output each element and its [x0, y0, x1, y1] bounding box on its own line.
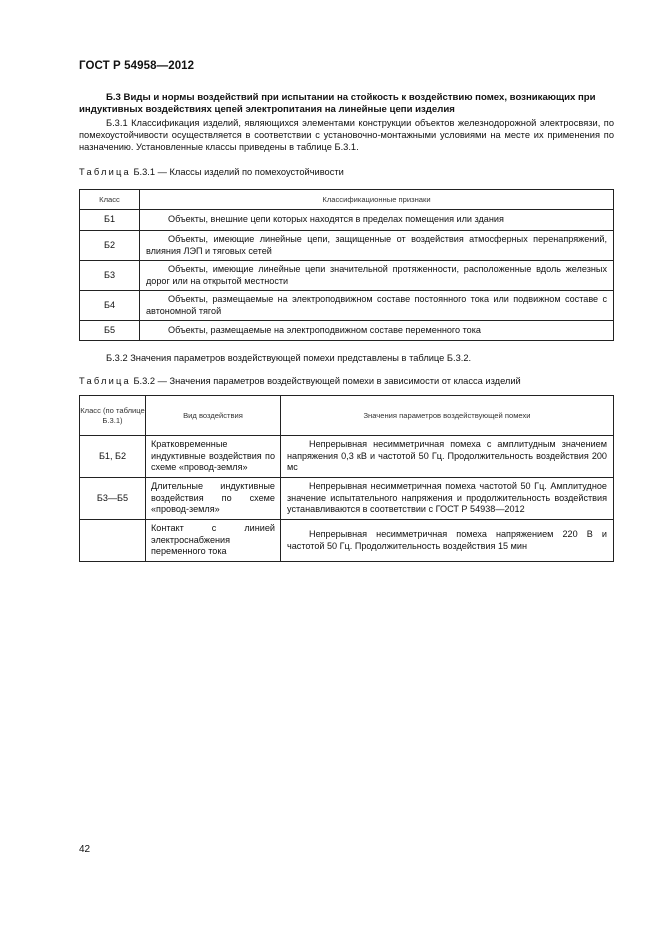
class-cell: Б3—Б5 — [80, 478, 146, 520]
table-header-row — [80, 190, 614, 210]
table2-caption — [79, 376, 521, 386]
parameter-value-cell: Непрерывная несимметричная помеха напряжением 220 В и частотой 50 Гц. Продолжительность воздействия 15 мин — [281, 520, 614, 562]
section-heading: Б.3 Виды и нормы воздействий при испытании на стойкость к воздействию помех, возникающих при индуктивных воздействиях цепей электропитания на линейные цепи изделия — [79, 92, 596, 115]
table-header-row — [80, 396, 614, 436]
table-row — [80, 231, 614, 261]
header-features: Классификационные признаки — [140, 190, 614, 210]
table-row — [80, 436, 614, 478]
parameter-value-cell: Непрерывная несимметричная помеха частотой 50 Гц. Амплитудное значение испытательного напряжения и продолжительность воздействия устанавливаются в соответствии с ГОСТ Р 54938—2012 — [281, 478, 614, 520]
class-cell: Б1 — [80, 210, 140, 231]
description-cell: Объекты, размещаемые на электроподвижном составе переменного тока — [140, 321, 614, 341]
class-cell: Б2 — [80, 231, 140, 261]
table-b31 — [79, 189, 614, 341]
table-row — [80, 261, 614, 291]
class-cell — [80, 520, 146, 562]
paragraph-b32: Б.3.2 Значения параметров воздействующей помехи представлены в таблице Б.3.2. — [106, 353, 472, 363]
table2-caption-label: Таблица — [79, 376, 131, 386]
class-cell: Б3 — [80, 261, 140, 291]
table-row — [80, 291, 614, 321]
header-parameter-values: Значения параметров воздействующей помехи — [281, 396, 614, 436]
table2-caption-text: Б.3.2 — Значения параметров воздействующей помехи в зависимости от класса изделий — [130, 376, 521, 386]
class-cell: Б4 — [80, 291, 140, 321]
standard-number: ГОСТ Р 54958—2012 — [79, 60, 195, 72]
table1-caption — [79, 167, 344, 177]
header-class: Класс (по таблице Б.3.1) — [80, 396, 146, 436]
class-cell: Б5 — [80, 321, 140, 341]
table-row — [80, 520, 614, 562]
table-row — [80, 210, 614, 231]
impact-type-cell: Контакт с линией электроснабжения переменного тока — [146, 520, 281, 562]
table1-caption-label: Таблица — [79, 167, 131, 177]
class-cell: Б1, Б2 — [80, 436, 146, 478]
table-b32 — [79, 395, 614, 562]
description-cell: Объекты, размещаемые на электроподвижном составе постоянного тока или подвижном составе с автономной тягой — [140, 291, 614, 321]
header-class: Класс — [80, 190, 140, 210]
description-cell: Объекты, внешние цепи которых находятся в пределах помещения или здания — [140, 210, 614, 231]
description-cell: Объекты, имеющие линейные цепи, защищенные от воздействия атмосферных перенапряжений, влияния ЛЭП и тяговых сетей — [140, 231, 614, 261]
impact-type-cell: Длительные индуктивные воздействия по схеме «провод-земля» — [146, 478, 281, 520]
page-number: 42 — [79, 844, 91, 855]
parameter-value-cell: Непрерывная несимметричная помеха с амплитудным значением напряжения 0,3 кВ и частотой 50 Гц. Продолжительность воздействия 200 мс — [281, 436, 614, 478]
table1-caption-text: Б.3.1 — Классы изделий по помехоустойчивости — [130, 167, 344, 177]
table-row — [80, 478, 614, 520]
description-cell: Объекты, имеющие линейные цепи значительной протяженности, расположенные вдоль железных дорог или на открытой местности — [140, 261, 614, 291]
paragraph-b31: Б.3.1 Классификация изделий, являющихся элементами конструкции объектов железнодорожной электросвязи, по помехоустойчивости осуществляется в соответствии с установочно-монтажными условиями на месте их применения по назначению. Установленные классы приведены в таблице Б.3.1. — [79, 118, 614, 153]
header-impact-type: Вид воздействия — [146, 396, 281, 436]
table-row — [80, 321, 614, 341]
impact-type-cell: Кратковременные индуктивные воздействия по схеме «провод-земля» — [146, 436, 281, 478]
